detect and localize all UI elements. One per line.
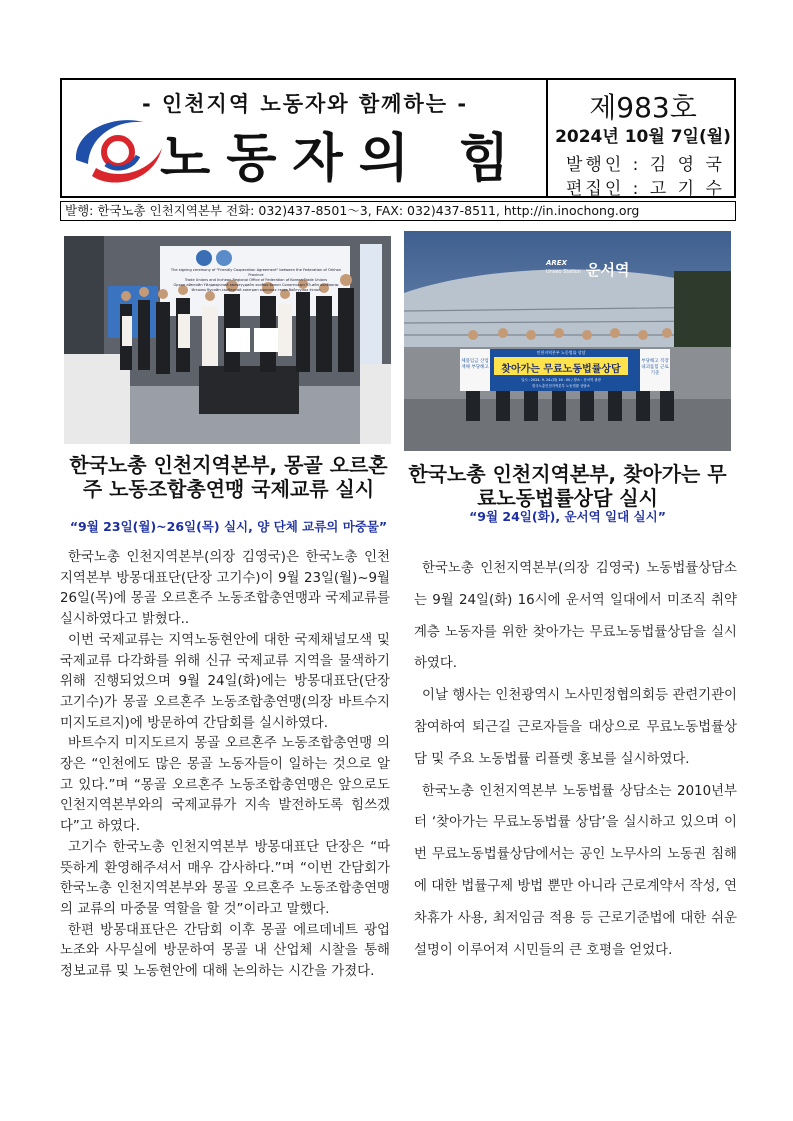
article2-paragraph: 한국노총 인천지역본부 노동법률 상담소는 2010년부터 ‘찾아가는 무료노동법률 상담’을 실시하고 있으며 이번 무료노동법률상담에서는 공인 노무사의 노동권 침해에 대한 법률구제 방법 뿐만 아니라 근로계약서 작성, 연차휴가 사용, 최저임금 적용 등 근로기준법에 대한 쉬운 설명이 이루어져 시민들의 큰 호평을 얻었다. <box>414 783 737 958</box>
banner-left-text: 체불임금 산업재해 부당해고 <box>461 359 489 370</box>
article2-paragraph: 한국노총 인천지역본부(의장 김영국) 노동법률상담소는 9월 24일(화) 16시에 운서역 일대에서 미조직 취약계층 노동자를 위한 찾아가는 무료노동법률상담을 실시하였다. <box>414 561 737 672</box>
banner-top-text: 인천지역본부 노동법률 상담 <box>536 350 586 355</box>
photo-signing-ceremony <box>64 236 391 444</box>
article1-paragraph: 이번 국제교류는 지역노동현안에 대한 국제채널모색 및 국제교류 다각화를 위해 신규 국제교류 지역을 물색하기위해 진행되었으며 9월 24일(화)에는 방몽대표단(단장 고기수)가 몽골 오르혼주 노동조합총연맹(의장 바트수지 미지도르지)에 방문하여 간담회를 실시하였다. <box>60 632 390 731</box>
masthead-slogan: - 인천지역 노동자와 함께하는 - <box>141 92 469 116</box>
station-sign: 운서역 <box>586 261 630 279</box>
article1-subheadline: “9월 23일(월)~26일(목) 실시, 양 단체 교류의 마중물” <box>69 519 388 534</box>
banner-line: The signing ceremony of "Friendly Cooperation Agreement" between the Federation of Orkhon Province <box>170 268 342 277</box>
contact-info-bar: 발행: 한국노총 인천지역본부 전화: 032)437-8501～3, FAX: 032)437-8511, http://in.inochong.org <box>60 201 736 221</box>
union-logo-icon <box>66 112 170 192</box>
article1-headline: 한국노총 인천지역본부, 몽골 오르혼주 노동조합총연맹 국제교류 실시 <box>69 453 388 501</box>
article2-subheadline: “9월 24일(화), 운서역 일대 실시” <box>469 509 666 524</box>
issue-date: 2024년 10월 7일(월) <box>555 127 731 147</box>
article2-headline: 한국노총 인천지역본부, 찾아가는 무료노동법률상담 실시 <box>408 462 727 510</box>
banner-org-text: 한국노총인천지역본부 노동법률 상담소 <box>532 384 590 388</box>
article1-paragraph: 고기수 한국노총 인천지역본부 방몽대표단 단장은 “따뜻하게 환영해주셔서 매우 감사하다.”며 “이번 간담회가 한국노총 인천지역본부와 몽골 오르혼주 노동조합총연맹의 교류의 마중물 역할을 할 것”이라고 말했다. <box>60 839 390 917</box>
issue-number: 제983호 <box>589 91 697 124</box>
article1-paragraph: 한국노총 인천지역본부(의장 김영국)은 한국노총 인천지역본부 방몽대표단(단장 고기수)이 9월 23일(월)~9월 26일(목)에 몽골 오르혼주 노동조합총연맹과 국제교류를 실시하였다고 밝혔다.. <box>60 550 390 628</box>
photo-unseo-station <box>404 231 731 451</box>
article2-paragraph: 이날 행사는 인천광역시 노사민정협의회등 관련기관이 참여하여 퇴근길 근로자들을 대상으로 무료노동법률상담 및 주요 노동법률 리플렛 홍보를 실시하였다. <box>414 688 737 767</box>
banner-right-text: 부당해고 직장내괴롭힘 근로기준 <box>641 359 669 376</box>
editor-line: 편집인 : 고 기 수 <box>566 179 725 199</box>
article1-paragraph: 한편 방몽대표단은 간담회 이후 몽골 에르데네트 광업노조와 사무실에 방문하여 몽골 내 산업체 시찰을 통해 정보교류 및 노동현안에 대해 논의하는 시간을 가졌다. <box>60 922 390 980</box>
banner-main-text: 찾아가는 무료노동법률상담 <box>501 364 621 375</box>
banner-line: Орхон аймгийн Үйлдвэрчний эвлэлүүдийн холбоо болон Солонгосын ҮЭ-ийн холбооны <box>173 283 339 287</box>
article1-body <box>60 548 390 983</box>
banner-line: Trade Unions and Incheon Regional Office of Federation of Korean Trade Unions <box>184 278 328 282</box>
article2-body <box>414 553 737 966</box>
station-sign-en: Unseo Station <box>546 269 581 275</box>
masthead-divider <box>546 78 548 198</box>
newspaper-title: 노동자의 힘 <box>160 129 526 189</box>
station-logo: AREX <box>546 259 567 267</box>
banner-line: Инчоны бүсийн салбартай хамтран ажиллах гэрээ байгуулах ёслол <box>191 288 321 292</box>
publisher-line: 발행인 : 김 영 국 <box>566 155 725 175</box>
article1-paragraph: 바트수지 미지도르지 몽골 오르혼주 노동조합총연맹 의장은 “인천에도 많은 몽골 노동자들이 일하는 것으로 알고 있다.”며 “몽골 오르혼주 노동조합총연맹은 앞으로도 인천지역본부와의 국제교류가 지속 발전하도록 힘쓰겠다”고 하였다. <box>60 736 390 835</box>
banner-detail-text: 일시 : 2024. 9. 24.(화) 16 : 00 / 장소 : 운서역 광장 <box>521 378 601 382</box>
